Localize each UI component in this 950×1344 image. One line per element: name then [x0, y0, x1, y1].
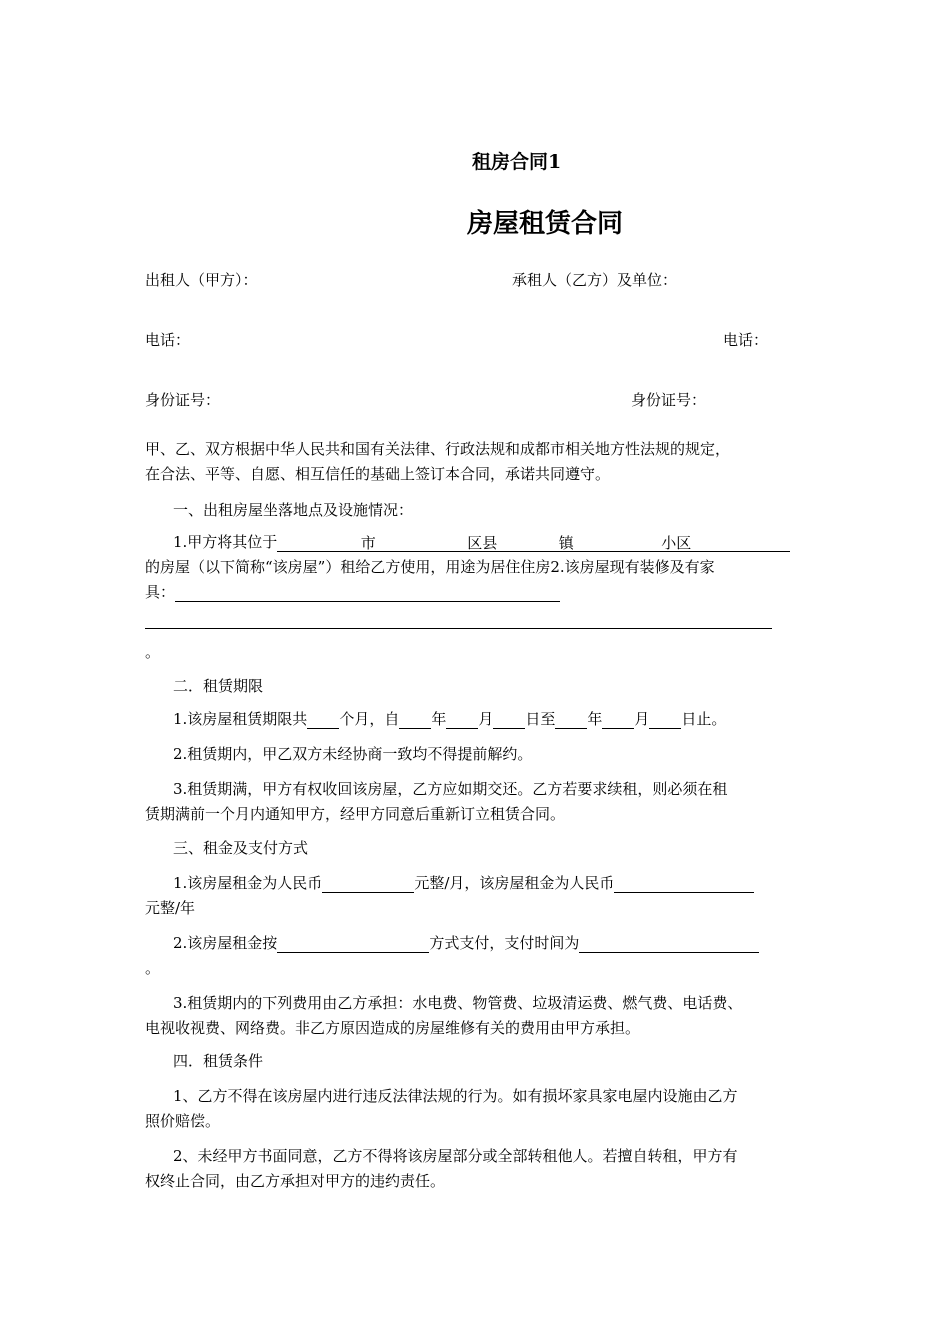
term-text: 月 — [634, 710, 650, 728]
town-label: 镇 — [558, 534, 574, 552]
blank-field — [399, 710, 431, 729]
rent-text: 元整/月，该房屋租金为人民币 — [414, 874, 615, 892]
section-2-heading: 二．租赁期限 — [173, 677, 264, 695]
term-text: 日至 — [525, 710, 556, 728]
blank-field — [307, 710, 339, 729]
blank-field — [446, 710, 478, 729]
lessee-phone-label: 电话： — [723, 331, 769, 349]
district-label: 区县 — [467, 534, 498, 552]
intro-line-1: 甲、乙、双方根据中华人民共和国有关法律、行政法规和成都市相关地方性法规的规定， — [145, 440, 731, 458]
furniture-label: 具： — [145, 583, 176, 601]
s2-p3-line1: 3.租赁期满，甲方有权收回该房屋，乙方应如期交还。乙方若要求续租，则必须在租 — [173, 780, 728, 798]
lessee-id-label: 身份证号： — [631, 391, 707, 409]
lessor-label: 出租人（甲方）： — [145, 271, 258, 289]
rent-text: 1.该房屋租金为人民币 — [173, 874, 323, 892]
s4-p1-line1: 1、乙方不得在该房屋内进行违反法律法规的行为。如有损坏家具家电屋内设施由乙方 — [173, 1087, 738, 1105]
term-text: 日止。 — [681, 710, 727, 728]
blank-field — [493, 710, 525, 729]
term-text: 月 — [478, 710, 494, 728]
s3-p1-line1 — [173, 873, 754, 893]
end-mark: 。 — [145, 643, 161, 661]
term-text: 年 — [587, 710, 603, 728]
s4-p1-line2: 照价赔偿。 — [145, 1112, 221, 1130]
s3-p2-end: 。 — [145, 959, 161, 977]
s1-p1-line3 — [145, 582, 560, 602]
blank-field — [555, 710, 587, 729]
payment-method-blank — [277, 934, 429, 953]
s3-p2 — [173, 933, 759, 953]
blank-field — [498, 533, 558, 552]
intro-line-2: 在合法、平等、自愿、相互信任的基础上签订本合同，承诺共同遵守。 — [145, 465, 611, 483]
blank-field — [574, 533, 660, 552]
monthly-rent-blank — [322, 874, 414, 893]
blank-field — [277, 533, 360, 552]
term-text: 1.该房屋租赁期限共 — [173, 710, 308, 728]
contract-title: 房屋租赁合同 — [467, 209, 624, 239]
s3-p3-line1: 3.租赁期内的下列费用由乙方承担：水电费、物管费、垃圾清运费、燃气费、电话费、 — [173, 994, 743, 1012]
s3-p1-line2: 元整/年 — [145, 899, 196, 917]
blank-field — [376, 533, 466, 552]
s1-p1-line1 — [173, 532, 790, 552]
city-label: 市 — [360, 534, 376, 552]
payment-time-blank — [579, 934, 759, 953]
payment-text: 方式支付，支付时间为 — [429, 934, 580, 952]
lessor-id-label: 身份证号： — [145, 391, 221, 409]
blank-field — [175, 583, 560, 602]
s1-p1-prefix: 1.甲方将其位于 — [173, 533, 278, 551]
section-1-heading: 一、出租房屋坐落地点及设施情况： — [173, 501, 414, 519]
lessee-label: 承租人（乙方）及单位： — [512, 271, 678, 289]
s1-p1-line2: 的房屋（以下简称“该房屋”）租给乙方使用，用途为居住住房2.该房屋现有装修及有家 — [145, 558, 715, 576]
lessor-phone-label: 电话： — [145, 331, 191, 349]
blank-field — [602, 710, 634, 729]
term-text: 年 — [431, 710, 447, 728]
yearly-rent-blank — [614, 874, 754, 893]
s3-p3-line2: 电视收视费、网络费。非乙方原因造成的房屋维修有关的费用由甲方承担。 — [145, 1019, 641, 1037]
s4-p2-line1: 2、未经甲方书面同意，乙方不得将该房屋部分或全部转租他人。若擅自转租，甲方有 — [173, 1147, 738, 1165]
s4-p2-line2: 权终止合同，由乙方承担对甲方的违约责任。 — [145, 1172, 446, 1190]
section-3-heading: 三、租金及支付方式 — [173, 839, 309, 857]
blank-field — [649, 710, 681, 729]
community-label: 小区 — [661, 534, 692, 552]
section-4-heading: 四．租赁条件 — [173, 1052, 264, 1070]
document-title: 租房合同1 — [472, 151, 562, 173]
term-text: 个月，自 — [339, 710, 400, 728]
payment-text: 2.该房屋租金按 — [173, 934, 278, 952]
blank-line — [145, 628, 772, 629]
blank-field — [692, 533, 790, 552]
s2-p1 — [173, 709, 726, 729]
s2-p3-line2: 赁期满前一个月内通知甲方，经甲方同意后重新订立租赁合同。 — [145, 805, 566, 823]
s2-p2: 2.租赁期内，甲乙双方未经协商一致均不得提前解约。 — [173, 745, 533, 763]
